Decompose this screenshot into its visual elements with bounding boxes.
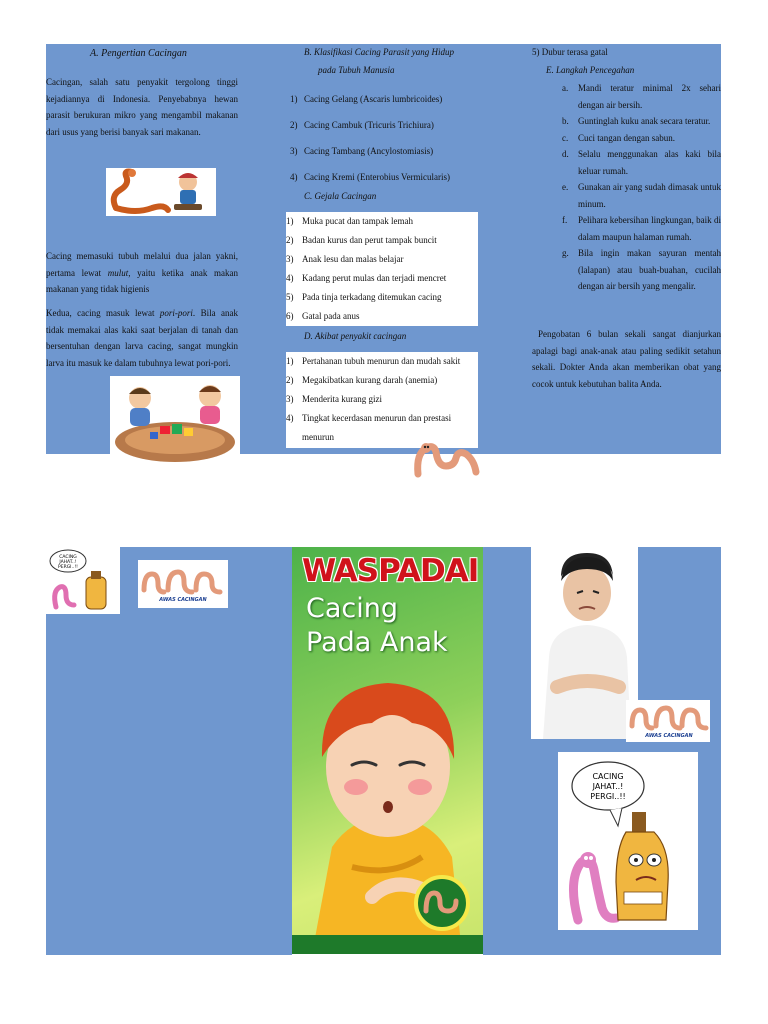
list-num: 6) xyxy=(286,311,294,321)
list-effects xyxy=(286,352,478,448)
item-dubur: 5) Dubur terasa gatal xyxy=(532,47,608,57)
cover-panel xyxy=(292,547,483,954)
bubble-text-3: PERGI..!! xyxy=(58,565,78,570)
list-item xyxy=(286,212,478,231)
list-num: g. xyxy=(562,248,569,258)
list-num: 1) xyxy=(290,94,298,104)
worm-caption-text: AWAS CACINGAN xyxy=(159,597,207,603)
list-item xyxy=(286,250,478,269)
cover-title-waspadai: WASPADAI xyxy=(302,553,479,589)
list-item xyxy=(286,269,478,288)
list-text: Muka pucat dan tampak lemah xyxy=(302,216,413,226)
bubble-text-large-1: CACING xyxy=(592,772,624,781)
cover-boy-illustration xyxy=(292,667,483,954)
list-item xyxy=(290,86,526,112)
list-item xyxy=(562,130,721,147)
list-item xyxy=(286,231,478,250)
para-jalan-masuk xyxy=(46,248,238,298)
list-text: Bila ingin makan sayuran mentah (lalapan) atau buah-buahan, cucilah dengan air bersih yang mengalir. xyxy=(578,248,721,291)
para-pori-b: . Bila anak tidak memakai alas kaki saat berjalan di tanah dan bersentuhan dengan larva cacing, sangat mungkin larva itu masuk ke dalam tubuhnya lewat pori-pori. xyxy=(46,308,238,368)
list-num: f. xyxy=(562,215,568,225)
list-num: a. xyxy=(562,83,569,93)
list-num: c. xyxy=(562,132,569,143)
list-text: Cuci tangan dengan sabun. xyxy=(578,132,675,143)
cartoon-worm-bottle-large xyxy=(558,752,698,930)
para-pori-a: Kedua, cacing masuk lewat xyxy=(46,308,160,318)
worm-kid-image xyxy=(106,168,216,216)
list-text: Kadang perut mulas dan terjadi mencret xyxy=(302,273,447,283)
list-text: Cacing Gelang (Ascaris lumbricoides) xyxy=(304,94,443,104)
list-item xyxy=(562,212,721,245)
list-num: 3) xyxy=(290,146,298,156)
list-num: 2) xyxy=(290,120,298,130)
worms-caption-image-1 xyxy=(138,560,228,608)
list-item xyxy=(286,307,478,326)
list-text: Guntinglah kuku anak secara teratur. xyxy=(578,116,711,126)
list-symptoms xyxy=(286,212,478,326)
list-item xyxy=(286,409,478,428)
list-item xyxy=(286,288,478,307)
list-num: 1) xyxy=(286,356,294,366)
list-text: Gunakan air yang sudah dimasak untuk minum. xyxy=(578,182,721,209)
heading-klasifikasi-1: B. Klasifikasi Cacing Parasit yang Hidup xyxy=(304,47,454,57)
list-item xyxy=(286,390,478,409)
list-item xyxy=(286,371,478,390)
list-text: Cacing Cambuk (Tricuris Trichiura) xyxy=(304,120,434,130)
boy-stomachache-photo xyxy=(531,547,638,739)
list-item xyxy=(562,179,721,212)
list-text: Cacing Kremi (Enterobius Vermicularis) xyxy=(304,172,451,182)
list-num: 5) xyxy=(286,292,294,302)
list-text: Pada tinja terkadang ditemukan cacing xyxy=(302,292,442,302)
list-text: Pelihara kebersihan lingkungan, baik di dalam maupun halaman rumah. xyxy=(578,215,721,242)
list-num: b. xyxy=(562,116,569,126)
heading-klasifikasi-2: pada Tubuh Manusia xyxy=(318,65,395,75)
list-text: Cacing Tambang (Ancylostomiasis) xyxy=(304,146,434,156)
list-text: Selalu menggunakan alas kaki bila keluar rumah. xyxy=(578,149,721,176)
list-item xyxy=(290,112,526,138)
list-num: 4) xyxy=(286,413,294,423)
worm-caption-text-2: AWAS CACINGAN xyxy=(645,733,693,739)
list-types xyxy=(290,86,526,190)
list-item xyxy=(290,164,526,190)
para-pori-i: pori-pori xyxy=(159,308,193,318)
heading-akibat: D. Akibat penyakit cacingan xyxy=(304,331,407,341)
bubble-text-2: JAHAT..! xyxy=(59,560,77,565)
list-text: Pertahanan tubuh menurun dan mudah sakit xyxy=(302,356,461,366)
para-pori xyxy=(46,305,238,371)
list-num: e. xyxy=(562,182,569,192)
para-jalan-b: , yaitu ketika anak makan makanan yang tidak higienis xyxy=(46,267,238,294)
list-text: Gatal pada anus xyxy=(302,311,360,321)
bubble-text-large-3: PERGI..!! xyxy=(590,792,626,801)
list-num: 4) xyxy=(286,273,294,283)
list-num: d. xyxy=(562,149,569,159)
para-jalan-a: Cacing memasuki tubuh melalui dua jalan yakni, pertama lewat xyxy=(46,251,238,278)
list-num: 2) xyxy=(286,375,294,385)
heading-pengertian: A. Pengertian Cacingan xyxy=(90,48,187,59)
list-text: Mandi teratur minimal 2x sehari dengan air bersih. xyxy=(578,83,721,110)
heading-gejala: C. Gejala Cacingan xyxy=(304,191,377,201)
list-text: Anak lesu dan malas belajar xyxy=(302,254,404,264)
worms-caption-image-2 xyxy=(626,700,710,742)
para-pengertian: Cacingan, salah satu penyakit tergolong tinggi kejadiannya di Indonesia. Penyebabnya hewan parasit berukuran mikro yang mengambil makanan dari usus yang berisi banyak sari makanan. xyxy=(46,77,238,137)
list-item xyxy=(286,352,478,371)
bubble-text-large-2: JAHAT..! xyxy=(592,782,624,791)
list-num: 1) xyxy=(286,216,294,226)
list-num: 3) xyxy=(286,394,294,404)
cover-title-cacing: Cacing xyxy=(306,593,398,624)
cartoon-worm-bottle-small xyxy=(46,547,120,614)
list-text: menurun xyxy=(302,432,334,442)
list-text: Badan kurus dan perut tampak buncit xyxy=(302,235,437,245)
list-text: Tingkat kecerdasan menurun dan prestasi xyxy=(302,413,452,423)
list-item xyxy=(562,146,721,179)
para-jalan-i: mulut xyxy=(107,267,129,278)
heading-pencegahan: E. Langkah Pencegahan xyxy=(546,65,635,75)
list-item xyxy=(562,80,721,113)
cover-title-pada-anak: Pada Anak xyxy=(306,627,448,658)
list-item xyxy=(562,245,721,295)
list-text: Menderita kurang gizi xyxy=(302,394,382,404)
list-num: 2) xyxy=(286,235,294,245)
list-steps xyxy=(562,80,721,295)
list-text: Megakibatkan kurang darah (anemia) xyxy=(302,375,438,385)
list-num: 3) xyxy=(286,254,294,264)
para-pengobatan: Pengobatan 6 bulan sekali sangat dianjurkan apalagi bagi anak-anak atau paling sedikit setahun sekali. Dokter Anda akan memberikan obat yang cocok untuk kebutuhan balita Anda. xyxy=(532,329,721,389)
kids-playing-image xyxy=(110,376,240,464)
list-item xyxy=(290,138,526,164)
worm-small-image xyxy=(410,436,482,480)
list-num: 4) xyxy=(290,172,298,182)
list-item xyxy=(562,113,721,130)
bubble-text-1: CACING xyxy=(59,555,77,560)
